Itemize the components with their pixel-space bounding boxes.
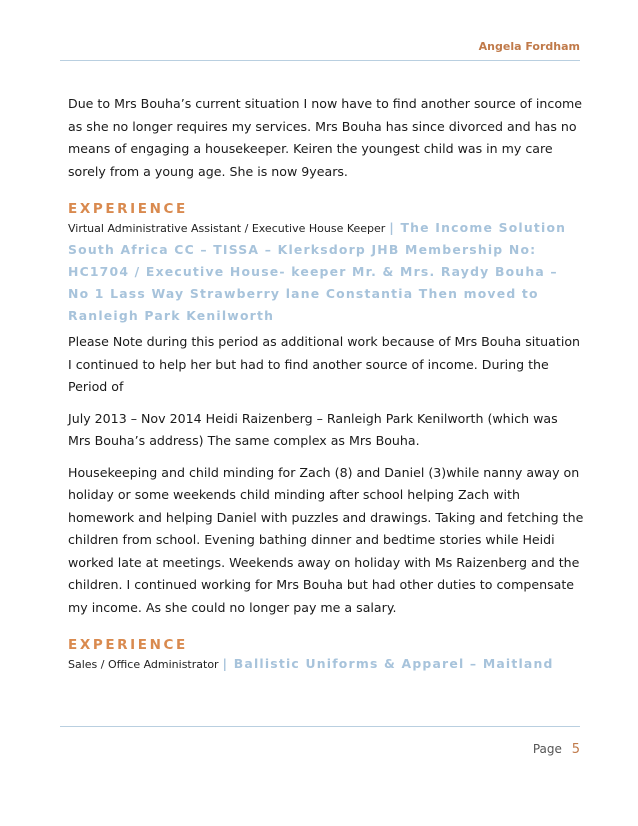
job-paragraph: Housekeeping and child minding for Zach (8) and Daniel (3)while nanny away on holiday or some weekends child minding after school helping Zach with homework and helping Daniel with puzzles and drawings. Taking and fetching the children from school. Evening bathing dinner and bedtime stories while Heidi worked late at meetings. Weekends away on holiday with Ms Raizenberg and the children. I continued working for Mrs Bouha but had other duties to compensate my income. As she could no longer pay me a salary. xyxy=(68,464,584,615)
job-organization: | The Income Solution South Africa CC – TISSA – Klerksdorp JHB Membership No: HC1704 / Executive House- keeper Mr. & Mrs. Raydy Bouha – No 1 Lass Way Strawberry lane Constantia Then moved to Ranleigh Park Kenilworth xyxy=(68,220,567,323)
page-label: Page xyxy=(532,742,562,756)
footer-divider xyxy=(60,726,580,727)
section-title: EXPERIENCE xyxy=(68,637,188,653)
page-content xyxy=(68,93,584,679)
section-title: EXPERIENCE xyxy=(68,201,188,217)
experience-section xyxy=(68,201,584,619)
job-organization: | Ballistic Uniforms & Apparel – Maitland xyxy=(222,656,554,671)
page-footer xyxy=(533,742,580,757)
experience-section xyxy=(68,637,584,675)
job-role: Sales / Office Administrator xyxy=(68,658,219,671)
header-divider xyxy=(60,60,580,61)
job-heading xyxy=(68,217,584,327)
job-paragraph: July 2013 – Nov 2014 Heidi Raizenberg – Ranleigh Park Kenilworth (which was Mrs Bouha’s address) The same complex as Mrs Bouha. xyxy=(68,410,558,448)
job-role: Virtual Administrative Assistant / Executive House Keeper xyxy=(68,222,386,235)
job-heading xyxy=(68,653,584,675)
intro-paragraph: Due to Mrs Bouha’s current situation I now have to find another source of income as she no longer requires my services. Mrs Bouha has since divorced and has no means of engaging a housekeeper. Keiren the youngest child was in my care sorely from a young age. She is now 9years. xyxy=(68,96,583,179)
page-number: 5 xyxy=(571,742,580,757)
job-paragraph: Please Note during this period as additional work because of Mrs Bouha situation I continued to help her but had to find another source of income. During the Period of xyxy=(68,334,581,394)
header-author-name: Angela Fordham xyxy=(478,40,580,53)
